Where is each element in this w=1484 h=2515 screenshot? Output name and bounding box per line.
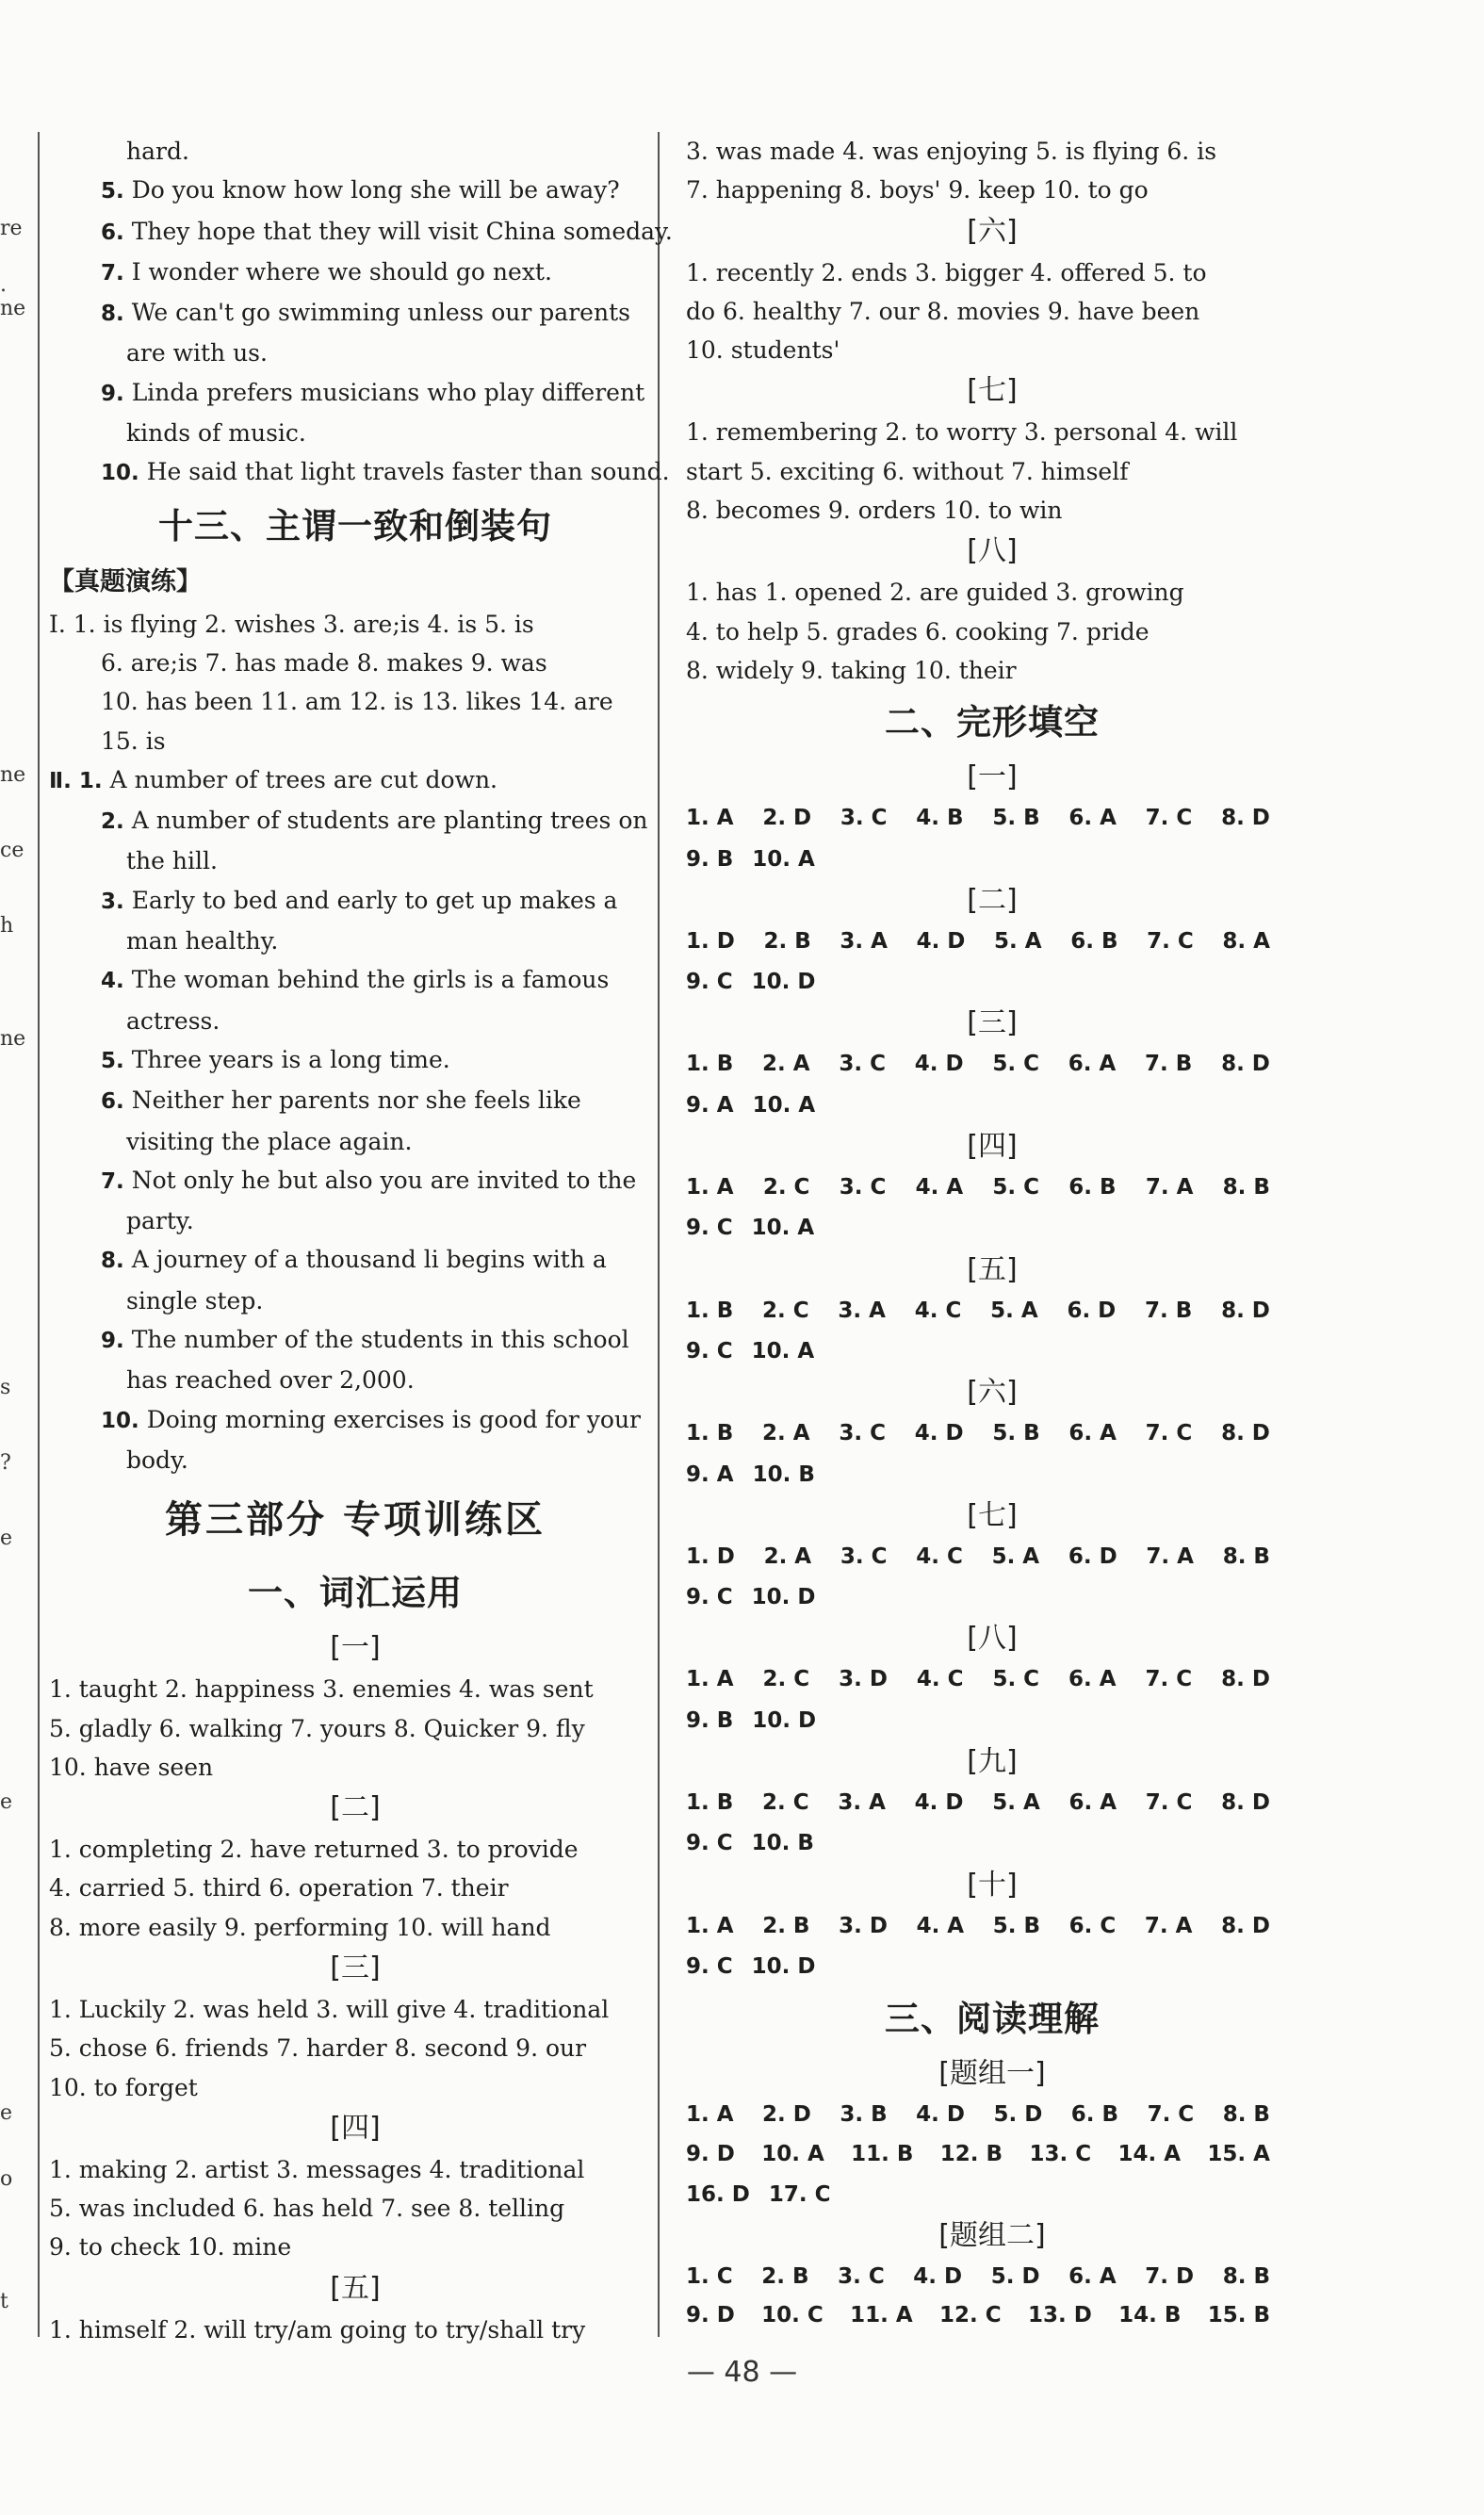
choice-answer: 14. B (1118, 2303, 1182, 2328)
exercise-tag: 【真题演练】 (49, 566, 202, 596)
item-number: 9. (101, 381, 124, 406)
choice-answer-row (686, 1331, 1298, 1371)
choice-answer: 6. A (1068, 1421, 1117, 1446)
answer-line: 10. students' (686, 336, 840, 365)
group-label: [六] (967, 214, 1018, 248)
choice-answer: 8. D (1221, 1667, 1270, 1692)
choice-answer: 3. C (840, 1543, 888, 1569)
choice-answer-row (686, 839, 1298, 879)
cut-off-text-fragment: e (0, 1527, 13, 1550)
answer-line (49, 801, 661, 841)
section-title: 二、完形填空 (885, 702, 1100, 743)
group-label: [七] (967, 1498, 1018, 1532)
choice-answer: 1. B (686, 1421, 734, 1446)
answer-line (49, 132, 661, 171)
answer-line (49, 1361, 661, 1399)
choice-answer: 5. D (990, 2264, 1040, 2290)
answer-text: Do you know how long she will be away? (131, 176, 620, 204)
choice-answer: 2. A (763, 1543, 812, 1569)
choice-answer: 10. D (752, 1707, 817, 1733)
answer-text: party. (126, 1207, 194, 1235)
item-number: 2. (101, 809, 124, 835)
answer-line: 8. widely 9. taking 10. their (686, 656, 1017, 684)
answer-line: 1. taught 2. happiness 3. enemies 4. was sent (49, 1675, 594, 1704)
choice-answer: 7. A (1144, 1913, 1193, 1938)
choice-answer: 2. C (762, 1790, 809, 1816)
answer-line: 1. has 1. opened 2. are guided 3. growing (686, 579, 1184, 607)
choice-answer: 6. A (1068, 2264, 1117, 2290)
choice-answer: 1. A (686, 2102, 734, 2128)
answer-line: 5. was included 6. has held 7. see 8. telling (49, 2195, 565, 2223)
choice-answer: 10. C (761, 2303, 824, 2328)
choice-answer: 9. C (686, 1338, 733, 1364)
choice-answer: 9. C (686, 1216, 733, 1241)
choice-answer: 4. C (914, 1298, 962, 1323)
cut-off-text-fragment: ? (0, 1451, 11, 1475)
choice-answer: 4. D (916, 2102, 965, 2128)
choice-answer: 6. D (1067, 1298, 1117, 1323)
choice-answer-row (686, 1085, 1298, 1125)
group-label: [一] (967, 760, 1018, 794)
choice-answer: 1. A (686, 1913, 734, 1938)
choice-answer: 6. B (1070, 2102, 1119, 2128)
choice-answer: 5. B (992, 806, 1040, 831)
choice-answer: 9. C (686, 1831, 733, 1856)
answer-line: Ⅰ. 1. is flying 2. wishes 3. are;is 4. is 5. is (49, 610, 534, 638)
choice-answer: 3. C (838, 2264, 885, 2290)
answer-line: 1. remembering 2. to worry 3. personal 4. will (686, 418, 1238, 447)
choice-answer: 2. C (762, 1298, 809, 1323)
choice-answer: 10. D (751, 970, 816, 995)
choice-answer: 6. C (1068, 1913, 1117, 1938)
left-margin-rule (38, 132, 40, 2337)
choice-answer: 2. A (762, 1421, 810, 1446)
choice-answer: 8. B (1222, 2102, 1270, 2128)
answer-line: 9. to check 10. mine (49, 2233, 292, 2262)
choice-answer-row (686, 2096, 1298, 2134)
answer-line: 10. have seen (49, 1753, 214, 1781)
choice-answer: 11. B (851, 2141, 914, 2166)
group-label: [九] (967, 1745, 1018, 1779)
choice-answer: 5. A (992, 1790, 1040, 1816)
item-number: 8. (101, 302, 124, 327)
answer-line: 8. more easily 9. performing 10. will hand (49, 1913, 551, 1941)
choice-answer-row (686, 1700, 1298, 1740)
choice-answer: 17. C (768, 2181, 831, 2207)
choice-answer: 10. A (751, 1338, 815, 1364)
choice-answer: 5. B (992, 1913, 1041, 1938)
choice-answer: 8. B (1222, 1543, 1270, 1569)
group-label: [八] (967, 534, 1018, 568)
group-label: [五] (330, 2271, 381, 2305)
choice-answer: 3. A (838, 1790, 886, 1816)
choice-answer: 5. A (991, 1543, 1040, 1569)
choice-answer: 10. D (751, 1585, 816, 1610)
choice-answer: 10. B (751, 1831, 814, 1856)
item-number: 9. (101, 1329, 124, 1354)
choice-answer: 6. A (1068, 1052, 1117, 1077)
group-label: [三] (967, 1006, 1018, 1040)
choice-answer: 9. C (686, 1953, 733, 1979)
item-number: 5. (101, 1048, 124, 1073)
choice-answer: 4. C (916, 1667, 964, 1692)
answer-line (49, 760, 661, 801)
group-label: [一] (330, 1631, 381, 1665)
choice-answer-row (686, 1414, 1298, 1453)
answer-text: single step. (126, 1286, 264, 1315)
choice-answer: 2. C (762, 1175, 810, 1200)
choice-answer: 9. A (686, 1462, 734, 1487)
item-number: 10. (101, 1408, 139, 1433)
cut-off-text-fragment: t (0, 2290, 8, 2313)
choice-answer: 3. A (838, 1298, 886, 1323)
answer-line: 3. was made 4. was enjoying 5. is flying 6. is (686, 138, 1217, 165)
item-number: 3. (101, 889, 124, 914)
item-number: 4. (101, 969, 124, 994)
choice-answer: 9. B (686, 1707, 734, 1733)
group-label: [三] (330, 1951, 381, 1984)
answer-text: man healthy. (126, 927, 279, 955)
choice-answer: 8. B (1222, 2264, 1270, 2290)
choice-answer: 1. B (686, 1298, 734, 1323)
answer-text: We can't go swimming unless our parents (131, 299, 630, 327)
item-number: 5. (101, 179, 124, 204)
answer-text: Doing morning exercises is good for your (146, 1405, 641, 1433)
answer-text: Neither her parents nor she feels like (131, 1086, 581, 1115)
choice-answer: 10. A (752, 846, 815, 872)
group-label: [六] (967, 1376, 1018, 1410)
choice-answer-row (686, 1822, 1298, 1863)
choice-answer-row (686, 961, 1298, 1002)
answer-line (49, 1282, 661, 1320)
answer-text: The woman behind the girls is a famous (131, 966, 610, 994)
choice-answer: 2. C (762, 1667, 810, 1692)
answer-line (49, 1081, 661, 1121)
answer-line (49, 960, 661, 1001)
group-label: [二] (967, 883, 1018, 917)
part-title: 第三部分 专项训练区 (165, 1498, 546, 1543)
choice-answer: 2. A (762, 1052, 810, 1077)
group-label: [五] (967, 1252, 1018, 1286)
answer-line: 5. gladly 6. walking 7. yours 8. Quicker 9. fly (49, 1714, 585, 1742)
answer-text: are with us. (126, 339, 268, 367)
choice-answer: 8. D (1221, 1052, 1270, 1077)
answer-line (49, 1320, 661, 1361)
choice-answer: 10. A (761, 2141, 824, 2166)
answer-text: Early to bed and early to get up makes a (131, 886, 618, 914)
choice-answer: 4. D (913, 2264, 963, 2290)
choice-answer: 2. B (763, 928, 811, 954)
choice-answer: 3. C (839, 1175, 887, 1200)
choice-answer: 4. D (914, 1790, 964, 1816)
answer-line (49, 881, 661, 922)
answer-line: 4. to help 5. grades 6. cooking 7. pride (686, 617, 1150, 645)
choice-answer: 10. D (751, 1953, 816, 1979)
choice-answer: 1. B (686, 1052, 734, 1077)
cut-off-text-fragment: re (0, 217, 23, 240)
choice-answer: 4. D (914, 1052, 964, 1077)
choice-answer: 1. B (686, 1790, 734, 1816)
choice-answer: 3. C (840, 806, 888, 831)
answer-line (49, 212, 673, 253)
group-label: [七] (967, 374, 1018, 408)
answer-text: A number of trees are cut down. (109, 765, 498, 793)
answer-text: Three years is a long time. (131, 1045, 450, 1073)
answer-line (49, 1201, 661, 1240)
choice-answer: 5. A (990, 1298, 1038, 1323)
answer-line: 6. are;is 7. has made 8. makes 9. was (101, 648, 547, 677)
answer-line (49, 253, 661, 293)
right-column (686, 132, 1298, 2336)
choice-answer: 2. D (762, 2102, 811, 2128)
cut-off-text-fragment: ne (0, 763, 26, 787)
cut-off-text-fragment: e (0, 2101, 13, 2125)
choice-answer: 8. B (1222, 1175, 1270, 1200)
choice-answer: 6. A (1068, 1790, 1117, 1816)
item-number: 10. (101, 461, 139, 486)
choice-answer-row (686, 923, 1298, 961)
choice-answer-row (686, 1784, 1298, 1822)
choice-answer: 9. B (686, 846, 734, 872)
choice-answer: 1. D (686, 928, 735, 954)
group-label: [八] (967, 1622, 1018, 1656)
choice-answer-row (686, 2135, 1298, 2174)
choice-answer: 7. C (1145, 1421, 1193, 1446)
choice-answer: 12. B (939, 2141, 1003, 2166)
choice-answer: 9. C (686, 1585, 733, 1610)
choice-answer-row (686, 1454, 1298, 1494)
choice-answer: 2. D (762, 806, 812, 831)
choice-answer-row (686, 1045, 1298, 1084)
answer-line (49, 293, 661, 334)
section-title: 十三、主谓一致和倒装句 (158, 505, 552, 547)
answer-line: 15. is (101, 727, 166, 755)
group-label: [四] (967, 1130, 1018, 1164)
answer-line: 10. has been 11. am 12. is 13. likes 14. are (101, 688, 613, 716)
answer-line: 4. carried 5. third 6. operation 7. their (49, 1874, 509, 1903)
choice-answer: 10. A (752, 1092, 816, 1118)
answer-text: kinds of music. (126, 419, 306, 448)
choice-answer: 8. D (1221, 1913, 1270, 1938)
choice-answer: 15. B (1207, 2303, 1270, 2328)
group-label: [四] (330, 2111, 381, 2145)
cut-off-text-fragment: ne (0, 297, 26, 320)
choice-answer: 8. A (1222, 928, 1270, 954)
item-number: 8. (101, 1249, 124, 1274)
choice-answer: 7. C (1145, 1667, 1193, 1692)
answer-text: hard. (126, 138, 189, 165)
answer-text: Linda prefers musicians who play different (131, 378, 645, 406)
answer-text: the hill. (126, 847, 218, 875)
choice-answer: 1. A (686, 806, 734, 831)
answer-line (49, 1240, 661, 1281)
answer-text: body. (126, 1445, 188, 1474)
cut-off-text-fragment: h (0, 914, 14, 938)
answer-text: has reached over 2,000. (126, 1366, 415, 1395)
choice-answer: 7. B (1145, 1052, 1193, 1077)
choice-answer: 1. C (686, 2264, 733, 2290)
choice-answer-row (686, 2174, 1298, 2214)
choice-answer-row (686, 2258, 1298, 2296)
answer-text: The number of the students in this school (131, 1326, 629, 1354)
choice-answer: 14. A (1117, 2141, 1181, 2166)
answer-line: 10. to forget (49, 2073, 198, 2101)
answer-text: A journey of a thousand li begins with a (131, 1246, 607, 1274)
answer-line (49, 1400, 661, 1441)
answer-line (49, 1441, 661, 1479)
answer-text: Not only he but also you are invited to the (131, 1166, 637, 1194)
item-number: 6. (101, 1089, 124, 1115)
group-label: [十] (967, 1868, 1018, 1902)
choice-answer: 3. C (839, 1052, 886, 1077)
group-label: [题组一] (938, 2057, 1046, 2091)
answer-text: actress. (126, 1006, 220, 1035)
choice-answer: 4. B (916, 806, 964, 831)
cut-off-text-fragment: o (0, 2167, 13, 2191)
answer-line: start 5. exciting 6. without 7. himself (686, 457, 1129, 485)
cut-off-text-fragment: ce (0, 839, 24, 862)
choice-answer: 9. C (686, 970, 733, 995)
choice-answer: 3. C (839, 1421, 886, 1446)
choice-answer: 4. A (915, 1175, 964, 1200)
choice-answer: 9. D (686, 2303, 735, 2328)
choice-answer: 1. A (686, 1175, 734, 1200)
choice-answer: 3. D (839, 1667, 888, 1692)
choice-answer: 6. B (1068, 1175, 1117, 1200)
choice-answer: 5. C (992, 1052, 1039, 1077)
answer-line (49, 334, 661, 372)
choice-answer: 8. D (1221, 1790, 1270, 1816)
choice-answer-row (686, 1907, 1298, 1946)
choice-answer: 7. B (1145, 1298, 1193, 1323)
cut-off-text-fragment: . (0, 273, 7, 297)
answer-line: 7. happening 8. boys' 9. keep 10. to go (686, 176, 1149, 204)
cut-off-text-fragment: e (0, 1790, 13, 1814)
answer-line (49, 373, 661, 414)
answer-line: do 6. healthy 7. our 8. movies 9. have been (686, 297, 1200, 325)
choice-answer: 5. A (994, 928, 1042, 954)
choice-answer: 7. A (1146, 1543, 1194, 1569)
choice-answer: 6. A (1068, 1667, 1117, 1692)
left-column (49, 132, 673, 2349)
choice-answer: 8. D (1221, 806, 1270, 831)
choice-answer: 3. D (839, 1913, 888, 1938)
group-label: [题组二] (938, 2219, 1046, 2253)
cut-off-text-fragment: ne (0, 1027, 26, 1051)
choice-answer: 7. C (1145, 806, 1193, 831)
choice-answer-row (686, 799, 1298, 838)
choice-answer: 11. A (850, 2303, 913, 2328)
section-title: 三、阅读理解 (885, 1999, 1100, 2040)
choice-answer: 16. D (686, 2181, 750, 2207)
choice-answer: 10. B (752, 1462, 815, 1487)
choice-answer: 3. B (840, 2102, 888, 2128)
answer-line: 8. becomes 9. orders 10. to win (686, 497, 1063, 525)
choice-answer: 4. C (916, 1543, 963, 1569)
section-title: 一、词汇运用 (248, 1573, 463, 1614)
choice-answer: 7. C (1147, 928, 1194, 954)
choice-answer: 6. A (1068, 806, 1117, 831)
answer-text: A number of students are planting trees on (131, 807, 648, 835)
answer-line: 5. chose 6. friends 7. harder 8. second 9. our (49, 2034, 587, 2063)
answer-line (49, 414, 661, 452)
choice-answer: 12. C (938, 2303, 1002, 2328)
choice-answer: 5. C (992, 1667, 1040, 1692)
answer-text: I wonder where we should go next. (131, 257, 552, 286)
choice-answer: 7. D (1145, 2264, 1195, 2290)
choice-answer-row (686, 1168, 1298, 1207)
choice-answer-row (686, 1292, 1298, 1331)
choice-answer: 5. B (992, 1421, 1040, 1446)
choice-answer-row (686, 1946, 1298, 1986)
choice-answer: 15. A (1207, 2141, 1270, 2166)
answer-line: 1. making 2. artist 3. messages 4. traditional (49, 2155, 585, 2183)
choice-answer: 2. B (761, 2264, 809, 2290)
choice-answer-row (686, 1576, 1298, 1617)
answer-line: 1. completing 2. have returned 3. to provide (49, 1836, 579, 1864)
choice-answer: 13. C (1029, 2141, 1092, 2166)
choice-answer: 5. C (992, 1175, 1040, 1200)
answer-line (49, 171, 661, 211)
item-number: 6. (101, 220, 124, 245)
choice-answer-row (686, 1538, 1298, 1576)
choice-answer: 7. A (1145, 1175, 1194, 1200)
group-label: [二] (330, 1791, 381, 1825)
choice-answer: 2. B (762, 1913, 810, 1938)
answer-text: visiting the place again. (126, 1127, 413, 1155)
choice-answer: 9. D (686, 2141, 735, 2166)
choice-answer: 4. A (916, 1913, 965, 1938)
choice-answer: 7. C (1145, 1790, 1193, 1816)
choice-answer-row (686, 1207, 1298, 1248)
choice-answer: 6. D (1068, 1543, 1117, 1569)
choice-answer: 8. D (1221, 1421, 1270, 1446)
answer-line (49, 841, 661, 880)
choice-answer-row (686, 2296, 1298, 2335)
answer-line (49, 452, 670, 493)
answer-line (49, 1122, 661, 1161)
choice-answer: 4. D (914, 1421, 964, 1446)
answer-line: 1. himself 2. will try/am going to try/shall try (49, 2315, 586, 2344)
item-number: Ⅱ. 1. (49, 768, 103, 793)
item-number: 7. (101, 260, 124, 286)
answer-line: 1. Luckily 2. was held 3. will give 4. traditional (49, 1995, 610, 2023)
choice-answer: 9. A (686, 1092, 734, 1118)
choice-answer: 1. D (686, 1543, 735, 1569)
choice-answer: 5. D (993, 2102, 1043, 2128)
choice-answer: 8. D (1221, 1298, 1270, 1323)
answer-line: 1. recently 2. ends 3. bigger 4. offered 5. to (686, 258, 1207, 286)
choice-answer-row (686, 1660, 1298, 1699)
choice-answer: 7. C (1147, 2102, 1195, 2128)
answer-line (49, 1002, 661, 1040)
cut-off-text-fragment: s (0, 1376, 11, 1399)
choice-answer: 1. A (686, 1667, 734, 1692)
answer-text: They hope that they will visit China someday. (131, 217, 673, 245)
answer-line (49, 1161, 661, 1201)
choice-answer: 13. D (1027, 2303, 1092, 2328)
item-number: 7. (101, 1168, 124, 1194)
answer-line (49, 922, 661, 960)
choice-answer: 3. A (840, 928, 888, 954)
answer-line (49, 1040, 661, 1081)
page-number: — 48 — (686, 2356, 798, 2389)
choice-answer: 10. A (751, 1216, 815, 1241)
answer-text: He said that light travels faster than sound. (146, 458, 670, 486)
choice-answer: 4. D (916, 928, 966, 954)
choice-answer: 6. B (1070, 928, 1118, 954)
